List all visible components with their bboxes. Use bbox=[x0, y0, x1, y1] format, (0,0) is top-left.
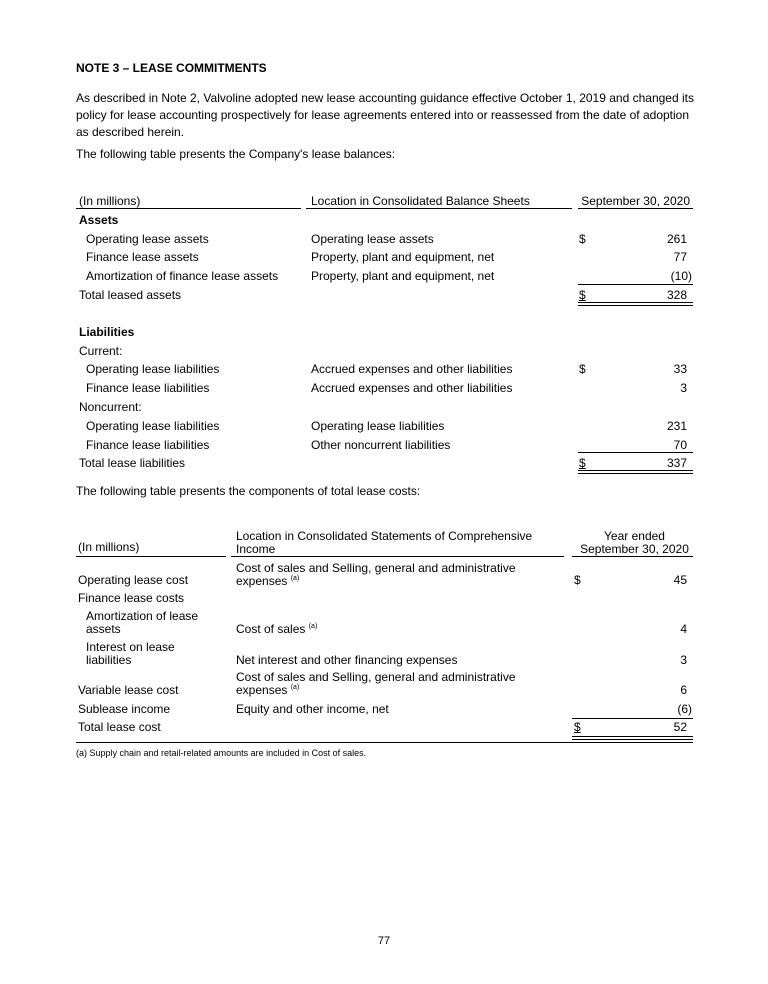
row-value: 4 bbox=[680, 622, 687, 636]
costs-intro: The following table presents the components of total lease costs: bbox=[76, 484, 421, 498]
row-label: Operating lease liabilities bbox=[86, 362, 220, 377]
location-line2: expenses bbox=[236, 683, 288, 697]
total-double-underline bbox=[572, 736, 693, 740]
row-location: Operating lease assets bbox=[311, 231, 434, 246]
row-label bbox=[86, 610, 198, 636]
row-currency: $ bbox=[579, 362, 586, 377]
row-location: Operating lease liabilities bbox=[311, 418, 445, 433]
row-location bbox=[236, 623, 317, 636]
location-text: Cost of sales bbox=[236, 622, 306, 636]
header-underline bbox=[578, 208, 693, 209]
row-label: Operating lease cost bbox=[78, 573, 189, 587]
header-underline bbox=[306, 208, 572, 209]
row-label: Operating lease assets bbox=[86, 231, 209, 246]
row-value: 70 bbox=[673, 437, 687, 452]
row-value: 261 bbox=[666, 231, 687, 246]
row-currency: $ bbox=[579, 231, 586, 246]
noncurrent-label: Noncurrent: bbox=[79, 399, 142, 414]
header-underline bbox=[572, 556, 693, 557]
row-value: 77 bbox=[673, 250, 687, 265]
total-label: Total lease cost bbox=[78, 720, 161, 734]
label-line2: liabilities bbox=[86, 653, 132, 667]
row-location: Accrued expenses and other liabilities bbox=[311, 362, 513, 377]
table-row bbox=[76, 417, 693, 436]
row-value: (6) bbox=[677, 702, 692, 716]
location-line1: Cost of sales and Selling, general and administrative bbox=[236, 670, 516, 684]
row-label: Variable lease cost bbox=[78, 683, 179, 697]
total-currency: $ bbox=[579, 456, 586, 471]
header-underline bbox=[76, 208, 301, 209]
header-location: Location in Consolidated Balance Sheets bbox=[311, 194, 530, 208]
row-location: Equity and other income, net bbox=[236, 702, 389, 716]
header-year-ended bbox=[576, 530, 693, 556]
total-value: 328 bbox=[666, 287, 687, 302]
section-assets bbox=[76, 211, 693, 230]
row-location: Property, plant and equipment, net bbox=[311, 269, 495, 284]
header-location-line2: Income bbox=[236, 542, 276, 556]
total-value: 337 bbox=[666, 456, 687, 471]
header-underline bbox=[76, 556, 226, 557]
header-underline bbox=[231, 556, 564, 557]
header-in-millions: (In millions) bbox=[79, 194, 141, 208]
label-line1: Interest on lease bbox=[86, 640, 175, 654]
row-location: Accrued expenses and other liabilities bbox=[311, 381, 513, 396]
page-number: 77 bbox=[377, 935, 391, 947]
subtotal-line bbox=[578, 284, 693, 285]
total-value: 52 bbox=[673, 720, 687, 734]
table-row bbox=[76, 379, 693, 398]
assets-label: Assets bbox=[79, 212, 119, 227]
row-location bbox=[236, 671, 516, 697]
row-label bbox=[86, 641, 175, 667]
lease-balances-table bbox=[76, 192, 693, 473]
section-liabilities bbox=[76, 323, 693, 342]
current-label: Current: bbox=[79, 343, 123, 358]
header-location bbox=[236, 530, 532, 556]
table-row bbox=[76, 360, 693, 379]
row-value: 3 bbox=[680, 653, 687, 667]
row-location: Property, plant and equipment, net bbox=[311, 250, 495, 265]
label-line2: assets bbox=[86, 622, 121, 636]
location-line2: expenses bbox=[236, 574, 288, 588]
subtotal-line bbox=[578, 452, 693, 453]
total-label: Total leased assets bbox=[79, 287, 182, 302]
row-location: Other noncurrent liabilities bbox=[311, 437, 451, 452]
table-row bbox=[76, 248, 693, 267]
table-row bbox=[76, 230, 693, 249]
header-year-line2: September 30, 2020 bbox=[580, 542, 689, 556]
total-label: Total lease liabilities bbox=[79, 456, 186, 471]
row-currency: $ bbox=[574, 573, 581, 587]
total-currency: $ bbox=[579, 287, 586, 302]
footnote-ref: (a) bbox=[308, 623, 318, 630]
row-label: Finance lease liabilities bbox=[86, 437, 210, 452]
row-label: Finance lease liabilities bbox=[86, 381, 210, 396]
row-label: Amortization of finance lease assets bbox=[86, 269, 279, 284]
footnote-ref: (a) bbox=[290, 684, 300, 691]
row-value: 33 bbox=[673, 362, 687, 377]
footnote-ref: (a) bbox=[290, 575, 300, 582]
row-label: Sublease income bbox=[78, 702, 171, 716]
header-year-line1: Year ended bbox=[604, 529, 665, 543]
liabilities-label: Liabilities bbox=[79, 324, 135, 339]
row-value: 45 bbox=[673, 573, 687, 587]
row-label: Finance lease costs bbox=[78, 591, 185, 605]
row-value: 231 bbox=[666, 418, 687, 433]
subsection-noncurrent bbox=[76, 398, 693, 417]
total-currency: $ bbox=[574, 720, 581, 734]
location-line1: Cost of sales and Selling, general and administrative bbox=[236, 561, 516, 575]
subtotal-line bbox=[572, 718, 693, 719]
footnote-divider bbox=[76, 742, 693, 743]
row-value: 3 bbox=[680, 381, 687, 396]
label-line1: Amortization of lease bbox=[86, 609, 199, 623]
header-location-line1: Location in Consolidated Statements of Comprehensive bbox=[236, 529, 533, 543]
row-value: (10) bbox=[670, 269, 692, 284]
row-label: Finance lease assets bbox=[86, 250, 199, 265]
row-location bbox=[236, 562, 516, 588]
footnote-a: (a) Supply chain and retail-related amounts are included in Cost of sales. bbox=[76, 748, 367, 758]
total-double-underline bbox=[578, 470, 693, 474]
row-location: Net interest and other financing expenses bbox=[236, 653, 458, 667]
row-value: 6 bbox=[680, 683, 687, 697]
note-title: NOTE 3 – LEASE COMMITMENTS bbox=[76, 61, 267, 75]
header-in-millions: (In millions) bbox=[78, 540, 140, 554]
row-label: Operating lease liabilities bbox=[86, 418, 220, 433]
subsection-current bbox=[76, 342, 693, 361]
balances-intro: The following table presents the Company's lease balances: bbox=[76, 147, 396, 161]
intro-paragraph: As described in Note 2, Valvoline adopted new lease accounting guidance effective October 1, 2019 and changed its policy for lease accounting prospectively for lease agreements entered into or reassessed from the date of adoption as described herein. bbox=[76, 91, 694, 139]
header-date: September 30, 2020 bbox=[581, 194, 690, 208]
